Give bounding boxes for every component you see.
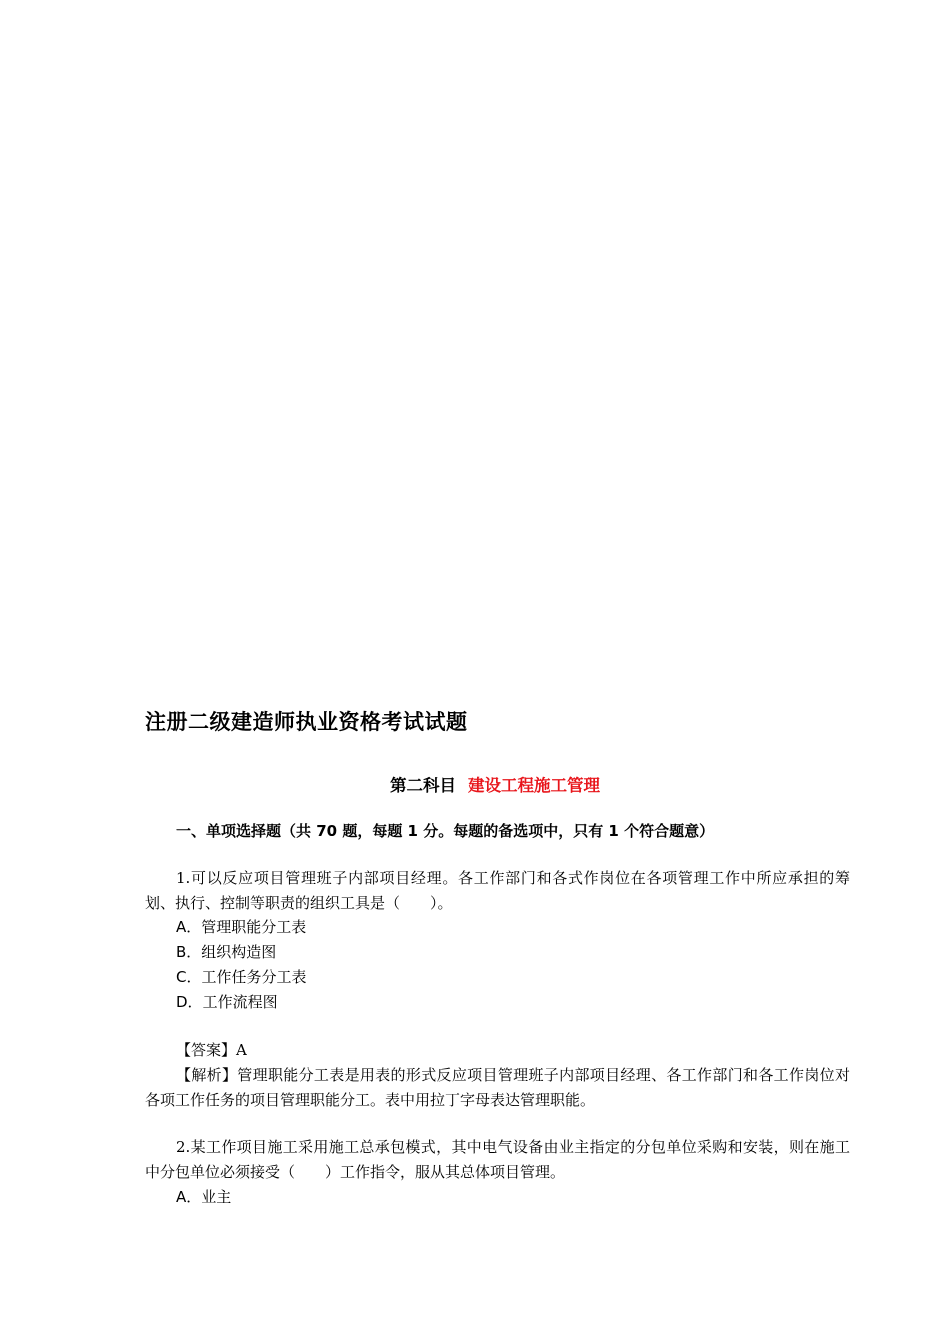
option-text: 工作任务分工表 <box>201 968 307 986</box>
subject-heading <box>0 772 950 796</box>
option-letter: A． <box>176 918 202 936</box>
option-letter: B． <box>176 943 202 961</box>
question-1-text: 1.可以反应项目管理班子内部项目经理。各工作部门和各式作岗位在各项管理工作中所应承担的筹划、执行、控制等职责的组织工具是（ ）。 <box>145 869 850 912</box>
option-text: 工作流程图 <box>202 993 278 1011</box>
question-1-option-d <box>176 990 278 1015</box>
document-title: 注册二级建造师执业资格考试试题 <box>145 710 468 734</box>
option-text: 组织构造图 <box>201 943 277 961</box>
option-text: 业主 <box>201 1188 232 1206</box>
question-2-text: 2.某工作项目施工采用施工总承包模式，其中电气设备由业主指定的分包单位采购和安装，则在施工中分包单位必须接受（ ）工作指令，服从其总体项目管理。 <box>145 1138 850 1181</box>
question-1-option-a <box>176 915 306 940</box>
option-letter: C． <box>176 968 202 986</box>
question-1-option-c <box>176 965 307 990</box>
section-heading: 一、单项选择题（共 70 题，每题 1 分。每题的备选项中，只有 1 个符合题意） <box>176 822 715 840</box>
subject-prefix: 第二科目 <box>390 776 456 795</box>
option-letter: D． <box>176 993 203 1011</box>
question-1-analysis: 【解析】管理职能分工表是用表的形式反应项目管理班子内部项目经理、各工作部门和各工作岗位对各项工作任务的项目管理职能分工。表中用拉丁字母表达管理职能。 <box>145 1066 850 1109</box>
option-letter: A． <box>176 1188 202 1206</box>
question-2-option-a <box>176 1185 231 1210</box>
subject-name: 建设工程施工管理 <box>468 776 600 795</box>
question-1-option-b <box>176 940 276 965</box>
question-1-answer: 【答案】A <box>176 1041 247 1059</box>
option-text: 管理职能分工表 <box>201 918 307 936</box>
